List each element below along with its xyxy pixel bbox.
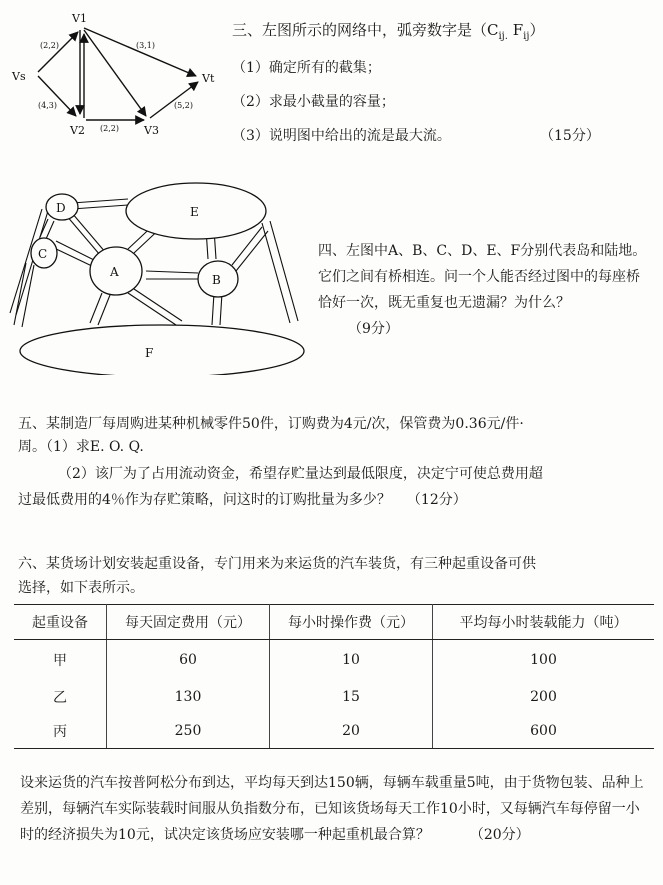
region-f <box>20 325 304 375</box>
table-header: 每小时操作费（元） <box>270 605 433 640</box>
table-header: 起重设备 <box>14 605 107 640</box>
q5-line-2: 周。（1）求E. O. Q. <box>18 439 144 455</box>
table-cell: 100 <box>530 652 557 668</box>
bridge <box>90 293 110 325</box>
arc-vs-v1 <box>38 32 78 72</box>
region-label: C <box>38 247 48 261</box>
table-cell: 15 <box>270 680 433 714</box>
table-cell: 60 <box>107 640 270 681</box>
q3-score: （15分） <box>540 128 600 144</box>
q6-score: （20分） <box>469 827 530 843</box>
q6-intro-1: 六、某货场计划安装起重设备，专门用来为来运货的汽车装货，有三种起重设备可供 <box>18 556 536 572</box>
bridge <box>52 241 96 267</box>
table-row <box>14 640 654 681</box>
table-header: 平均每小时装载能力（吨） <box>433 605 655 640</box>
network-diagram <box>0 0 230 145</box>
bridge <box>212 293 222 325</box>
table-cell: 600 <box>433 714 655 749</box>
table-cell: 甲 <box>14 640 107 681</box>
bridge <box>128 289 182 325</box>
node-label: Vs <box>12 70 26 83</box>
q3-title: 三、左图所示的网络中，弧旁数字是（$C_{ij.}$ $F_{ij}$） <box>232 21 545 42</box>
table-header: 每天固定费用（元） <box>107 605 270 640</box>
table-cell: 20 <box>270 714 433 749</box>
bridges-diagram <box>0 175 310 375</box>
bridge <box>262 221 298 323</box>
q3-item-1: （1）确定所有的截集； <box>232 60 381 76</box>
arc-label: (2,2) <box>100 124 119 133</box>
arc-v1-vt <box>84 28 196 76</box>
q5-line-3: （2）该厂为了占用流动资金，希望存贮量达到最低限度，决定宁可使总费用超 <box>58 466 543 482</box>
table-cell: 250 <box>107 714 270 749</box>
bridge <box>146 271 198 279</box>
table-cell: 乙 <box>14 680 107 714</box>
table-row <box>14 680 654 714</box>
q4-score: （9分） <box>348 321 399 337</box>
table-row <box>14 714 654 749</box>
q5-score: （12分） <box>406 492 467 508</box>
arc-label: (3,1) <box>136 41 155 50</box>
table-cell: 丙 <box>14 714 107 749</box>
bridge <box>14 263 34 327</box>
q3-item-2: （2）求最小截量的容量； <box>232 94 395 110</box>
table-cell: 10 <box>270 640 433 681</box>
q6-body: 设来运货的汽车按普阿松分布到达，平均每天到达150辆，每辆车载重量5吨，由于货物包装、品种上差别，每辆汽车实际装载时间服从负指数分布，已知该货场每天工作10小时，又每辆汽车每停留一小时的经济损失为10元，试决定该货场应安装哪一种起重机最合算？ （20分） <box>20 775 644 843</box>
table-cell: 130 <box>107 680 270 714</box>
bridge <box>72 199 128 209</box>
region-label: D <box>56 201 66 215</box>
q5-line-1: 五、某制造厂每周购进某种机械零件50件，订购费为4元/次，保管费为0.36元/件· <box>18 416 524 432</box>
arc-label: (4,3) <box>38 101 57 110</box>
node-label: V3 <box>144 124 159 137</box>
arc-vs-v2 <box>38 76 76 116</box>
region-label: A <box>110 265 119 279</box>
node-label: V1 <box>72 12 87 25</box>
node-label: Vt <box>202 72 215 85</box>
arc-v3-vt <box>150 82 198 118</box>
arc-label: (2,2) <box>40 41 59 50</box>
table-cell: 200 <box>530 689 557 705</box>
q6-intro-2: 选择，如下表所示。 <box>18 580 144 596</box>
q5-line-4: 过最低费用的4％作为存贮策略，问这时的订购批量为多少？ （12分） <box>18 492 467 508</box>
q3-item-3: （3）说明图中给出的流是最大流。 <box>232 128 451 144</box>
table-header-row <box>14 605 654 640</box>
crane-table <box>14 604 654 749</box>
arc-label: (5,2) <box>174 101 193 110</box>
node-label: V2 <box>70 124 85 137</box>
q4-text: 四、左图中A、B、C、D、E、F分别代表岛和陆地。它们之间有桥相连。问一个人能否经过图中的每座桥恰好一次，既无重复也无遗漏？为什么？（9分） <box>318 243 647 337</box>
region-label: B <box>212 273 221 287</box>
region-label: E <box>190 205 199 219</box>
region-label: F <box>145 346 154 360</box>
